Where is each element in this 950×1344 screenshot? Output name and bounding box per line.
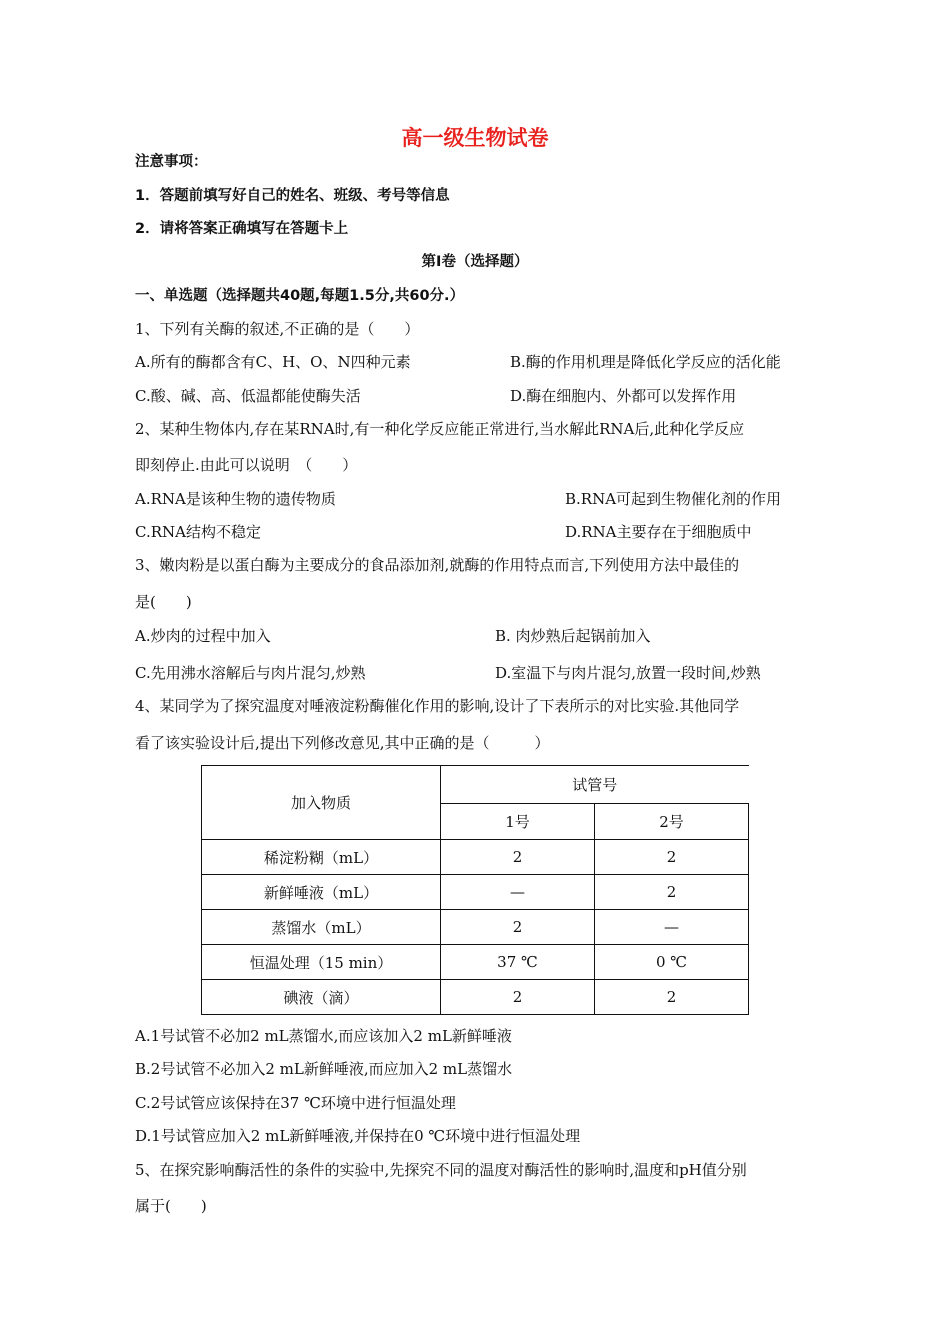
cell-tube-2: 2 [595, 980, 749, 1015]
option-a: A.1号试管不必加2 mL蒸馏水,而应该加入2 mL新鲜唾液 [135, 1027, 512, 1045]
row-label: 稀淀粉糊（mL） [202, 840, 441, 875]
option-a: A.RNA是该种生物的遗传物质 [135, 490, 336, 508]
table-row [202, 945, 749, 980]
question-stem: 4、某同学为了探究温度对唾液淀粉酶催化作用的影响,设计了下表所示的对比实验.其他同学 [135, 697, 740, 715]
option-c: C.酸、碱、高、低温都能使酶失活 [135, 387, 361, 405]
option-b: B.酶的作用机理是降低化学反应的活化能 [510, 353, 781, 371]
question-stem: 2、某种生物体内,存在某RNA时,有一种化学反应能正常进行,当水解此RNA后,此种化学反应 [135, 420, 745, 438]
experiment-table [201, 765, 749, 1015]
option-b: B.RNA可起到生物催化剂的作用 [565, 490, 782, 508]
question-stem-cont: 即刻停止.由此可以说明 （ ） [135, 456, 358, 474]
question-stem: 3、嫩肉粉是以蛋白酶为主要成分的食品添加剂,就酶的作用特点而言,下列使用方法中最佳的 [135, 556, 740, 574]
part-title: 第I卷（选择题） [421, 254, 529, 270]
row-label: 碘液（滴） [202, 980, 441, 1015]
table-row [202, 875, 749, 910]
option-d: D.室温下与肉片混匀,放置一段时间,炒熟 [495, 664, 761, 682]
cell-tube-2: 2 [595, 840, 749, 875]
question-stem: 5、在探究影响酶活性的条件的实验中,先探究不同的温度对酶活性的影响时,温度和pH值分别 [135, 1161, 747, 1179]
cell-tube-2: — [595, 910, 749, 945]
table-row [202, 840, 749, 875]
table-row [202, 910, 749, 945]
option-d: D.RNA主要存在于细胞质中 [565, 523, 752, 541]
option-c: C.2号试管应该保持在37 ℃环境中进行恒温处理 [135, 1094, 456, 1112]
notice-heading: 注意事项： [135, 154, 208, 170]
question-stem-cont: 是( ) [135, 593, 192, 611]
option-a: A.所有的酶都含有C、H、O、N四种元素 [135, 353, 411, 371]
header-tube-2: 2号 [595, 803, 749, 839]
question-stem: 1、下列有关酶的叙述,不正确的是（ ） [135, 320, 420, 338]
exam-title: 高一级生物试卷 [401, 126, 549, 150]
cell-tube-1: — [441, 875, 595, 910]
cell-tube-1: 37 ℃ [441, 945, 595, 980]
section-heading: 一、单选题（选择题共40题,每题1.5分,共60分.） [135, 288, 465, 304]
row-label: 蒸馏水（mL） [202, 910, 441, 945]
question-stem-cont: 看了该实验设计后,提出下列修改意见,其中正确的是（ ） [135, 734, 550, 752]
option-b: B. 肉炒熟后起锅前加入 [495, 627, 651, 645]
header-tube-1: 1号 [441, 803, 595, 839]
option-c: C.先用沸水溶解后与肉片混匀,炒熟 [135, 664, 366, 682]
cell-tube-1: 2 [441, 980, 595, 1015]
cell-tube-2: 2 [595, 875, 749, 910]
notice-item: 2．请将答案正确填写在答题卡上 [135, 221, 349, 237]
cell-tube-1: 2 [441, 910, 595, 945]
header-tube-group: 试管号 [441, 766, 749, 804]
cell-tube-2: 0 ℃ [595, 945, 749, 980]
row-label: 新鲜唾液（mL） [202, 875, 441, 910]
table-row [202, 980, 749, 1015]
question-stem-cont: 属于( ) [135, 1197, 207, 1215]
option-d: D.1号试管应加入2 mL新鲜唾液,并保持在0 ℃环境中进行恒温处理 [135, 1127, 581, 1145]
option-d: D.酶在细胞内、外都可以发挥作用 [510, 387, 737, 405]
row-label: 恒温处理（15 min） [202, 945, 441, 980]
option-a: A.炒肉的过程中加入 [135, 627, 271, 645]
notice-item: 1．答题前填写好自己的姓名、班级、考号等信息 [135, 188, 450, 204]
option-b: B.2号试管不必加入2 mL新鲜唾液,而应加入2 mL蒸馏水 [135, 1060, 513, 1078]
cell-tube-1: 2 [441, 840, 595, 875]
option-c: C.RNA结构不稳定 [135, 523, 261, 541]
header-substance: 加入物质 [202, 766, 441, 840]
